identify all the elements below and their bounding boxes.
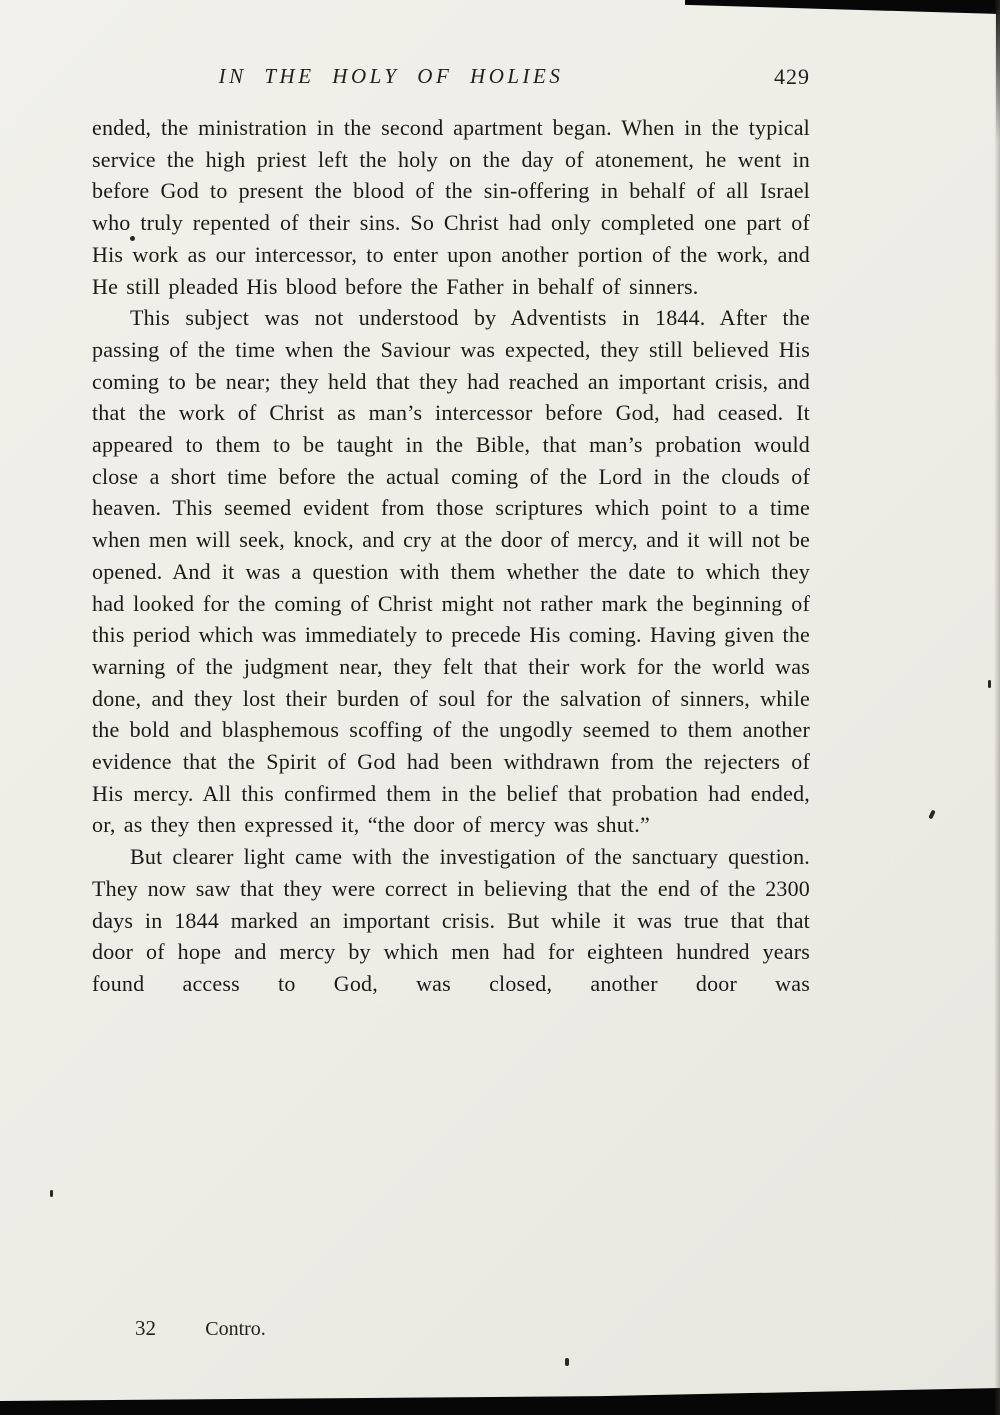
catchword: Contro. bbox=[205, 1318, 266, 1340]
page-footer bbox=[135, 1316, 266, 1341]
scan-speck bbox=[928, 810, 935, 820]
scan-artifact-top-edge bbox=[685, 0, 1000, 14]
paragraph-adventists-1844: This subject was not understood by Adventists in 1844. After the passing of the time when the Saviour was expected, they still believed His coming to be near; they held that they had reached an important crisis, and that the work of Christ as man’s intercessor before God, had ceased. It appeared to them to be taught in the Bible, that man’s probation would close a short time before the actual coming of the Lord in the clouds of heaven. This seemed evident from those scriptures which point to a time when men will seek, knock, and cry at the door of mercy, and it will not be opened. And it was a question with them whether the date to which they had looked for the coming of Christ might not rather mark the beginning of this period which was immediately to precede His coming. Having given the warning of the judgment near, they felt that their work for the world was done, and they lost their burden of soul for the salvation of sinners, while the bold and blasphemous scoffing of the ungodly seemed to them another evidence that the Spirit of God had been withdrawn from the rejecters of His mercy. All this confirmed them in the belief that probation had ended, or, as they then expressed it, “the door of mercy was shut.” bbox=[92, 305, 810, 838]
scan-speck bbox=[565, 1358, 569, 1366]
signature-number: 32 bbox=[135, 1316, 156, 1340]
scan-speck bbox=[988, 680, 991, 688]
page-body bbox=[92, 112, 810, 1000]
page-edge-shadow bbox=[994, 0, 1000, 1415]
scan-artifact-bottom-edge bbox=[0, 1388, 1000, 1415]
paragraph-clearer-light: But clearer light came with the investigation of the sanctuary question. They now saw that they were correct in believing that the end of the 2300 days in 1844 marked an important crisis. But while it was true that that door of hope and mercy by which men had for eighteen hundred years found access to God, was closed, another door was bbox=[92, 844, 810, 996]
page-number: 429 bbox=[774, 64, 810, 89]
running-header: IN THE HOLY OF HOLIES bbox=[218, 64, 564, 88]
scan-speck bbox=[50, 1190, 53, 1197]
scan-speck bbox=[130, 236, 135, 241]
page-header bbox=[92, 64, 810, 94]
paragraph-continuation: ended, the ministration in the second apartment began. When in the typical service the high priest left the holy on the day of atonement, he went in before God to present the blood of the sin-offering in behalf of all Israel who truly repented of their sins. So Christ had only completed one part of His work as our intercessor, to enter upon another portion of the work, and He still pleaded His blood before the Father in behalf of sinners. bbox=[92, 115, 810, 299]
